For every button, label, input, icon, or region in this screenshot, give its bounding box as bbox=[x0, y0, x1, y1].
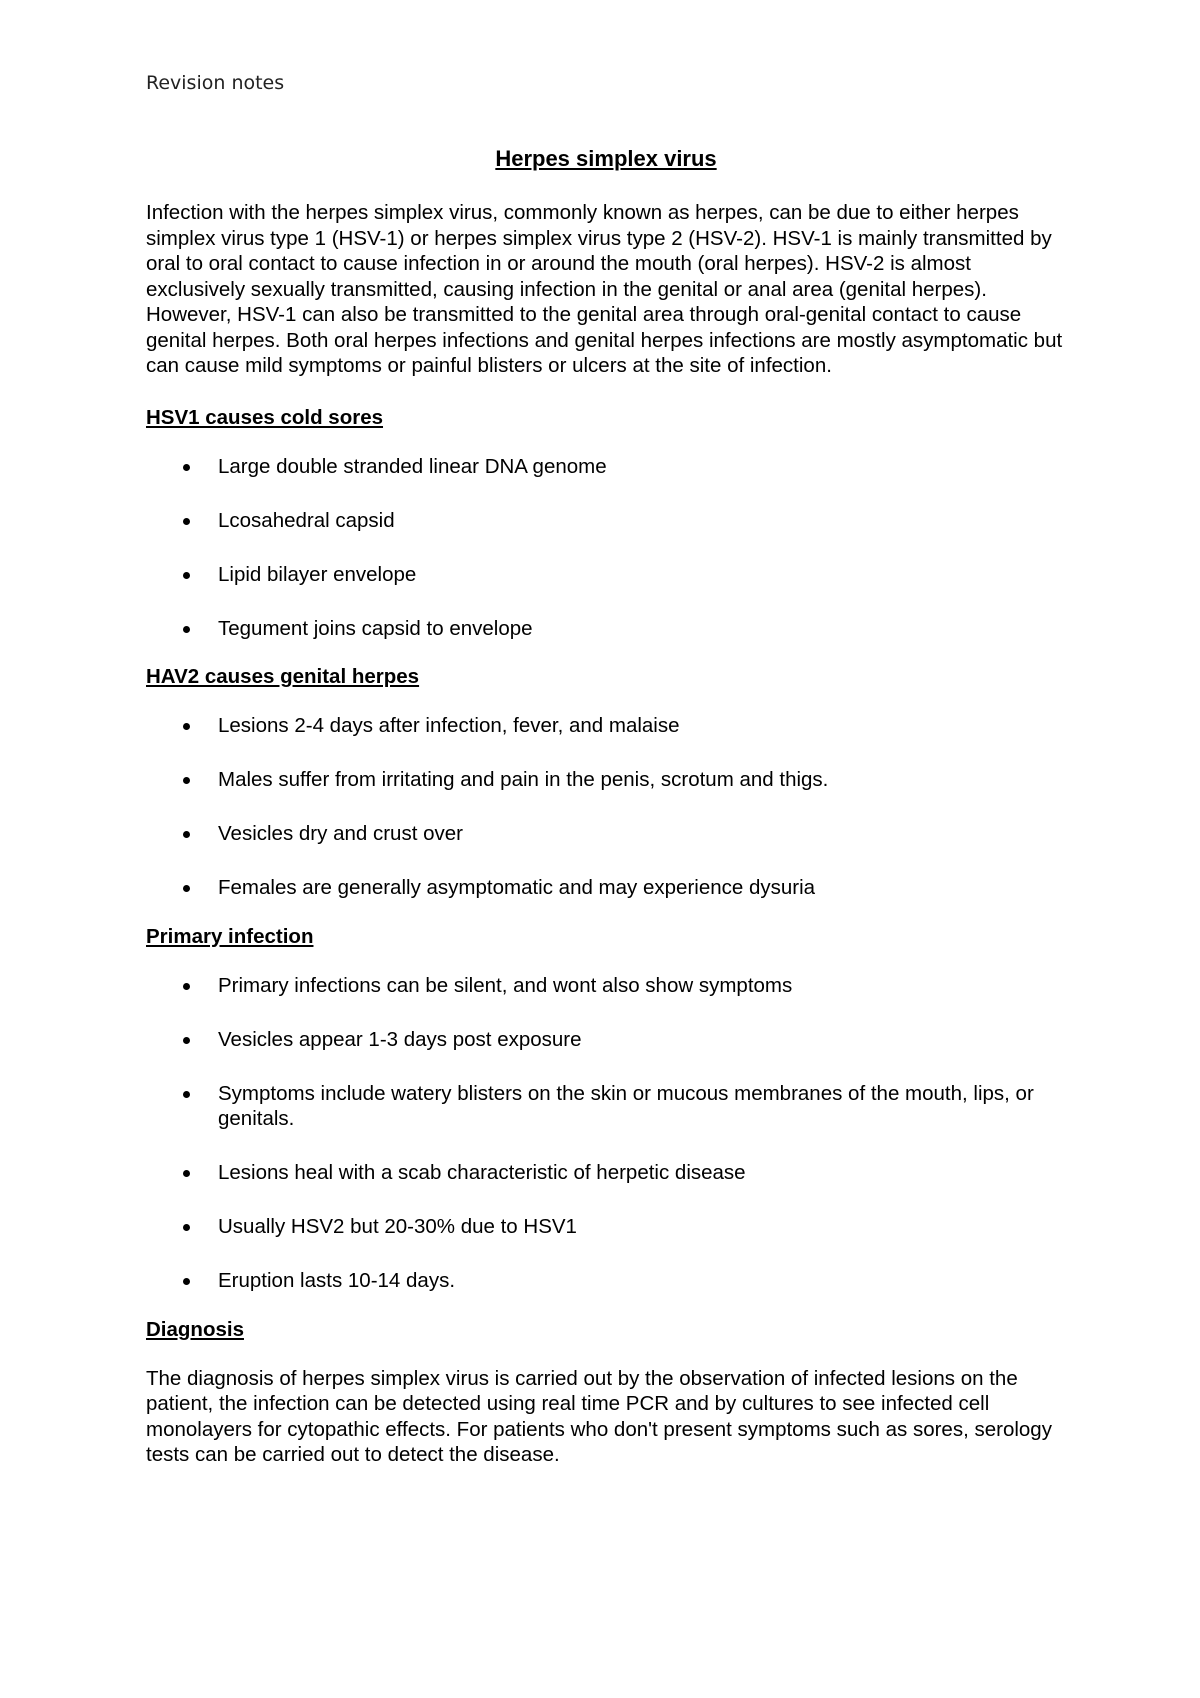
bullet-icon bbox=[183, 572, 190, 579]
list-item bbox=[146, 562, 1066, 588]
list-item bbox=[146, 1081, 1066, 1132]
bullet-icon bbox=[183, 777, 190, 784]
document-title: Herpes simplex virus bbox=[495, 146, 717, 171]
bullet-icon bbox=[183, 1037, 190, 1044]
primary-infection-list bbox=[146, 973, 1066, 1294]
list-item bbox=[146, 973, 1066, 999]
list-item-text: Usually HSV2 but 20-30% due to HSV1 bbox=[218, 1215, 577, 1238]
section-heading-diagnosis: Diagnosis bbox=[146, 1317, 244, 1341]
list-item bbox=[146, 1268, 1066, 1294]
section-heading-hsv1: HSV1 causes cold sores bbox=[146, 405, 384, 429]
intro-paragraph: Infection with the herpes simplex virus, commonly known as herpes, can be due to either herpes simplex virus type 1 (HSV-1) or herpes simplex virus type 2 (HSV-2). HSV-1 is mainly transmitted by oral to oral contact to cause infection in or around the mouth (oral herpes). HSV-2 is almost exclusively sexually transmitted, causing infection in the genital or anal area (genital herpes). However, HSV-1 can also be transmitted to the genital area through oral-genital contact to cause genital herpes. Both oral herpes infections and genital herpes infections are mostly asymptomatic but can cause mild symptoms or painful blisters or ulcers at the site of infection. bbox=[146, 201, 1063, 377]
bullet-icon bbox=[183, 1224, 190, 1231]
list-item bbox=[146, 767, 1066, 793]
list-item-text: Lcosahedral capsid bbox=[218, 508, 395, 532]
bullet-icon bbox=[183, 1091, 190, 1098]
list-item bbox=[146, 616, 1066, 642]
list-item bbox=[146, 1214, 1066, 1240]
list-item bbox=[146, 821, 1066, 847]
section-heading-primary-infection: Primary infection bbox=[146, 924, 314, 948]
list-item-text: Tegument joins capsid to envelope bbox=[218, 616, 533, 640]
list-item-text: Males suffer from irritating and pain in the penis, scrotum and thigs. bbox=[218, 768, 829, 791]
list-item bbox=[146, 1027, 1066, 1053]
bullet-icon bbox=[183, 626, 190, 633]
bullet-icon bbox=[183, 1278, 190, 1285]
list-item-text: Large double stranded linear DNA genome bbox=[218, 454, 607, 478]
bullet-icon bbox=[183, 831, 190, 838]
bullet-icon bbox=[183, 885, 190, 892]
header-note: Revision notes bbox=[146, 72, 285, 94]
list-item-text: Eruption lasts 10-14 days. bbox=[218, 1269, 456, 1292]
document-body bbox=[146, 144, 1066, 1494]
list-item-text: Symptoms include watery blisters on the skin or mucous membranes of the mouth, lips, or genitals. bbox=[218, 1081, 1034, 1130]
list-item bbox=[146, 508, 1066, 534]
bullet-icon bbox=[183, 518, 190, 525]
bullet-icon bbox=[183, 983, 190, 990]
list-item bbox=[146, 875, 1066, 901]
hsv1-list bbox=[146, 454, 1066, 642]
hav2-list bbox=[146, 713, 1066, 901]
bullet-icon bbox=[183, 1170, 190, 1177]
list-item-text: Vesicles dry and crust over bbox=[218, 822, 463, 845]
list-item-text: Lesions 2-4 days after infection, fever, and malaise bbox=[218, 714, 680, 737]
list-item-text: Primary infections can be silent, and wont also show symptoms bbox=[218, 973, 793, 997]
list-item-text: Females are generally asymptomatic and may experience dysuria bbox=[218, 876, 816, 899]
section-heading-hav2: HAV2 causes genital herpes bbox=[146, 665, 420, 688]
list-item-text: Lesions heal with a scab characteristic of herpetic disease bbox=[218, 1161, 746, 1184]
list-item bbox=[146, 454, 1066, 480]
bullet-icon bbox=[183, 723, 190, 730]
list-item-text: Lipid bilayer envelope bbox=[218, 562, 417, 586]
diagnosis-paragraph: The diagnosis of herpes simplex virus is carried out by the observation of infected lesions on the patient, the infection can be detected using real time PCR and by cultures to see infected cell monolayers for cytopathic effects. For patients who don't present symptoms such as sores, serology tests can be carried out to detect the disease. bbox=[146, 1366, 1052, 1466]
bullet-icon bbox=[183, 464, 190, 471]
list-item bbox=[146, 1160, 1066, 1186]
list-item bbox=[146, 713, 1066, 739]
list-item-text: Vesicles appear 1-3 days post exposure bbox=[218, 1027, 582, 1051]
